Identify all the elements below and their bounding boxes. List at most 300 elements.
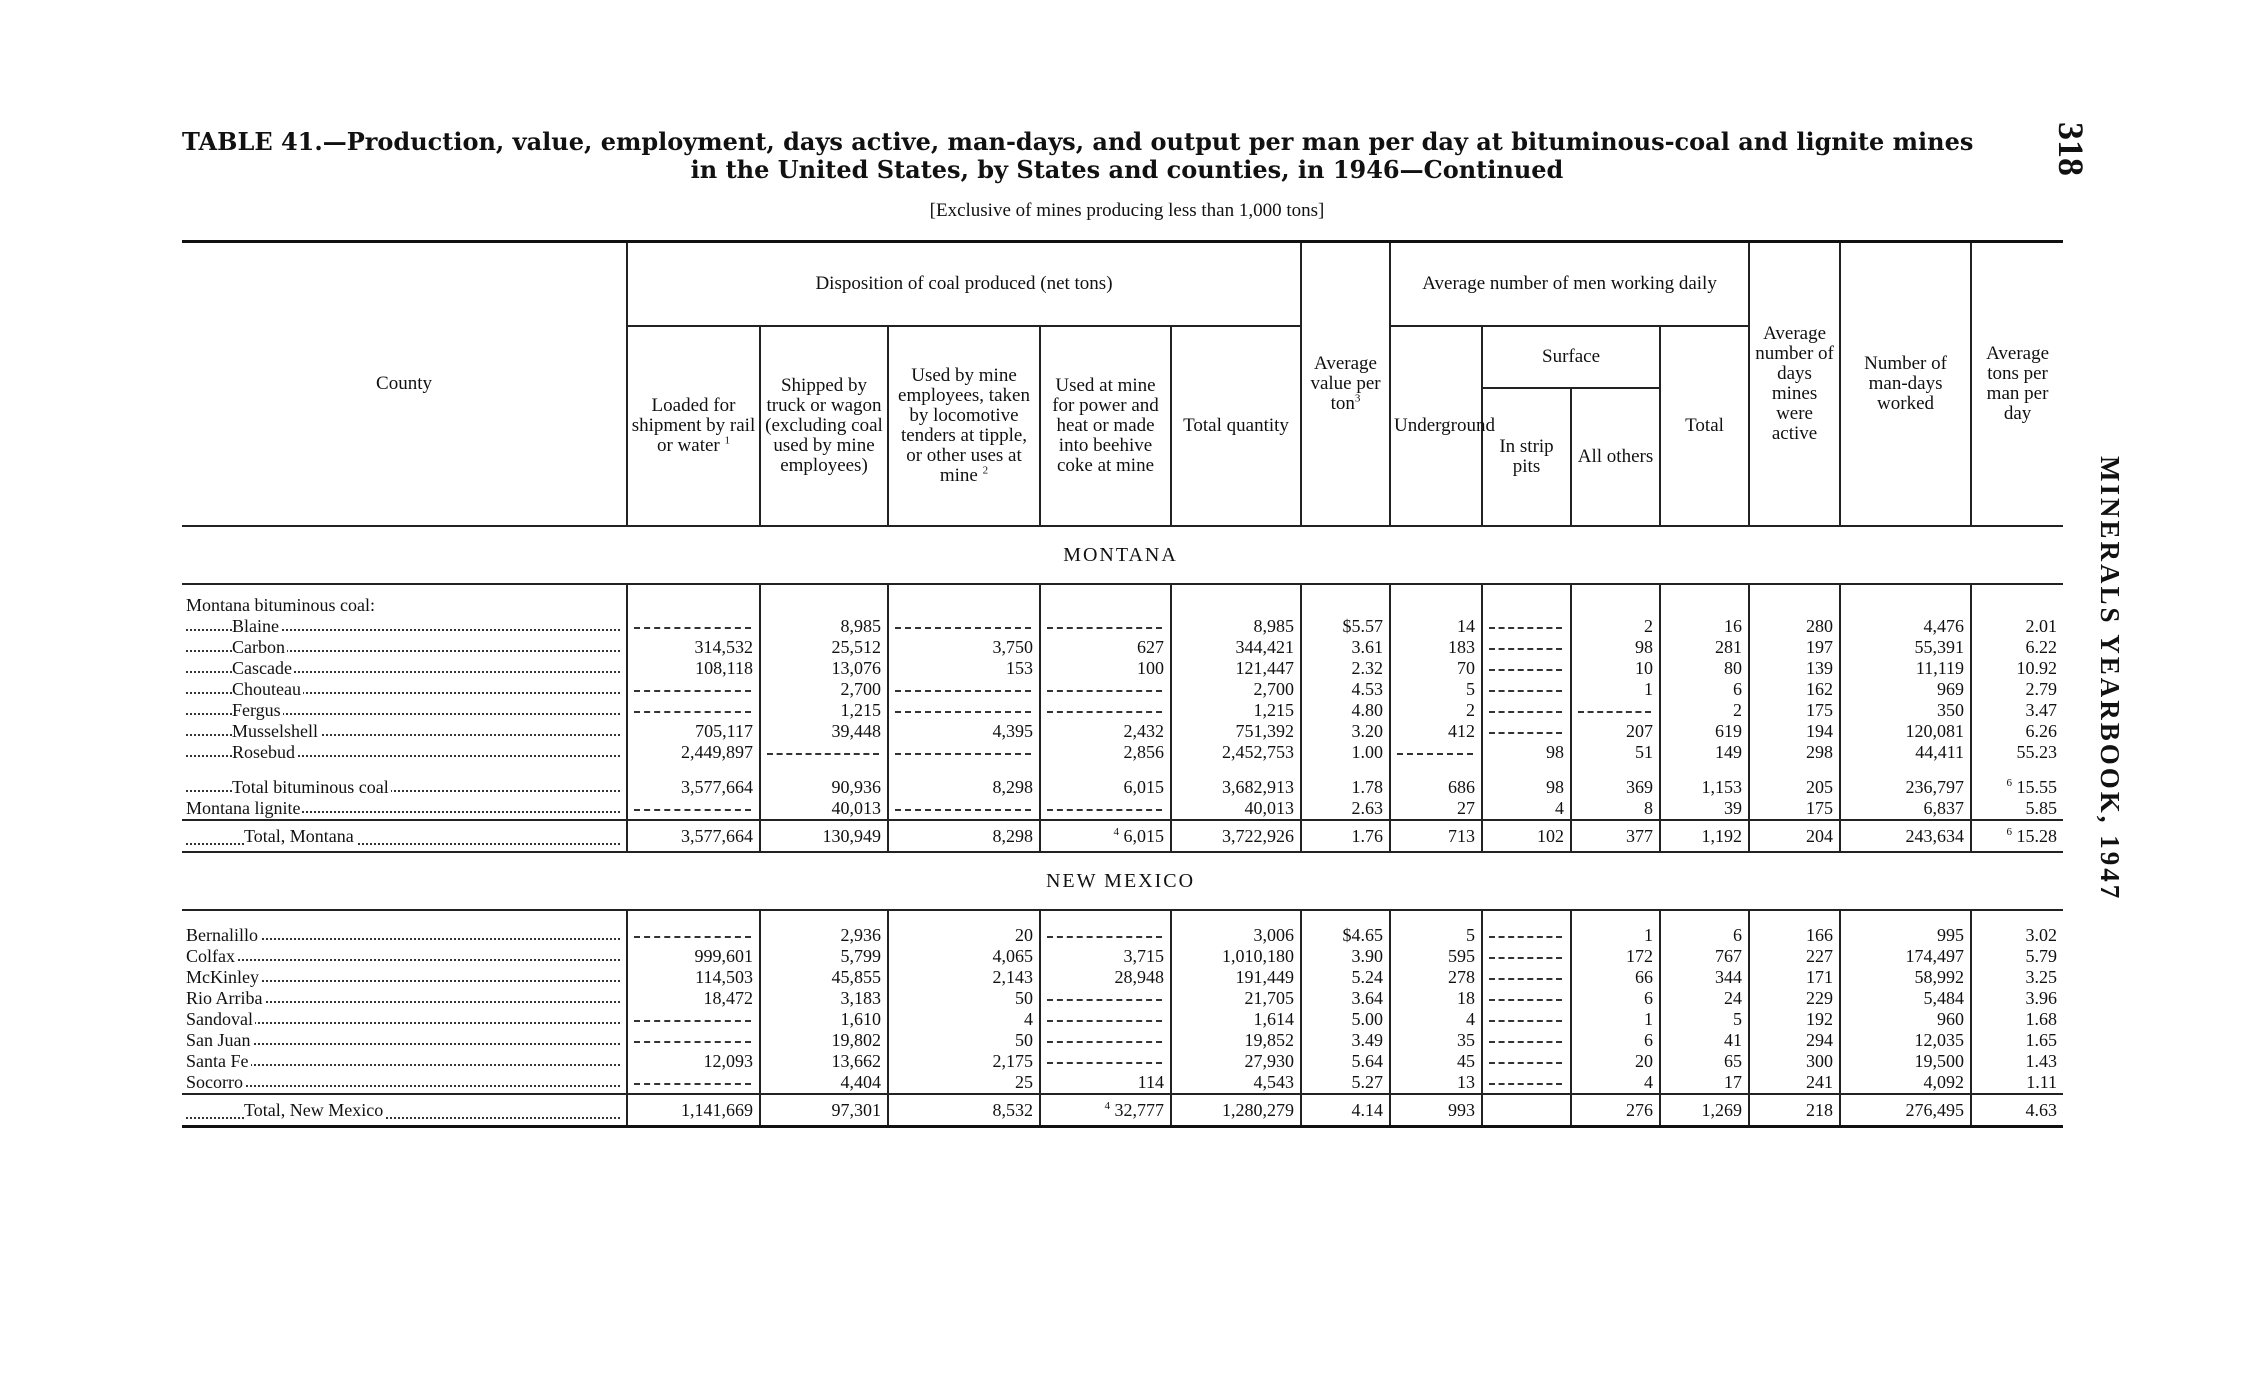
cell-used-power: $^4$ 6,015 (1040, 820, 1171, 852)
table-title (182, 128, 2072, 184)
cell-value: 4.53 (1301, 679, 1390, 700)
cell-loaded (627, 700, 760, 721)
cell-total-men: 1,153 (1660, 777, 1749, 798)
cell-man-days: 243,634 (1840, 820, 1971, 852)
cell-shipped: 13,662 (760, 1051, 888, 1072)
cell-used-power: 2,856 (1040, 742, 1171, 763)
cell-used-emp: 25 (888, 1072, 1040, 1094)
cell-others: 369 (1571, 777, 1660, 798)
cell-loaded (627, 616, 760, 637)
cell-loaded: 1,141,669 (627, 1094, 760, 1127)
header-total-men: Total (1660, 326, 1749, 526)
cell-strip (1482, 658, 1571, 679)
header-underground: Underground (1390, 326, 1482, 526)
header-total-quantity: Total quantity (1171, 326, 1301, 526)
cell-man-days: 19,500 (1840, 1051, 1971, 1072)
cell-total-qty: 1,280,279 (1171, 1094, 1301, 1127)
cell-total-men: 65 (1660, 1051, 1749, 1072)
cell-underground: 412 (1390, 721, 1482, 742)
cell-shipped: 45,855 (760, 967, 888, 988)
cell-strip (1482, 700, 1571, 721)
cell-used-emp (888, 679, 1040, 700)
cell-tons: 55.23 (1971, 742, 2063, 763)
cell-tons: 3.25 (1971, 967, 2063, 988)
cell-others: 1 (1571, 1009, 1660, 1030)
table-row (182, 988, 2063, 1009)
cell-man-days: 58,992 (1840, 967, 1971, 988)
cell-strip (1482, 925, 1571, 946)
cell-loaded (627, 679, 760, 700)
cell-days: 197 (1749, 637, 1840, 658)
cell-underground: 45 (1390, 1051, 1482, 1072)
cell-used-power (1040, 1051, 1171, 1072)
cell-total-men: 80 (1660, 658, 1749, 679)
cell-others: 377 (1571, 820, 1660, 852)
table-row (182, 700, 2063, 721)
cell-underground: 18 (1390, 988, 1482, 1009)
cell-shipped: 19,802 (760, 1030, 888, 1051)
cell-total-qty: 121,447 (1171, 658, 1301, 679)
cell-underground: 686 (1390, 777, 1482, 798)
table-row (182, 721, 2063, 742)
header-loaded: Loaded for shipment by rail or water $^1$ (627, 326, 760, 526)
cell-value: 5.27 (1301, 1072, 1390, 1094)
cell-used-power (1040, 679, 1171, 700)
cell-days: 300 (1749, 1051, 1840, 1072)
cell-total-qty: 191,449 (1171, 967, 1301, 988)
cell-strip (1482, 1009, 1571, 1030)
cell-others: 6 (1571, 988, 1660, 1009)
cell-value: 1.78 (1301, 777, 1390, 798)
cell-used-power: 6,015 (1040, 777, 1171, 798)
cell-days: 162 (1749, 679, 1840, 700)
header-man-days: Number of man-days worked (1840, 242, 1971, 527)
county-name: Total, New Mexico (182, 1094, 627, 1127)
cell-used-power (1040, 925, 1171, 946)
cell-days: 175 (1749, 798, 1840, 820)
cell-shipped: 39,448 (760, 721, 888, 742)
cell-used-emp: 4,395 (888, 721, 1040, 742)
table-header (182, 242, 2063, 527)
cell-total-qty: 1,614 (1171, 1009, 1301, 1030)
cell-man-days: 6,837 (1840, 798, 1971, 820)
cell-total-qty: 4,543 (1171, 1072, 1301, 1094)
cell-strip (1482, 988, 1571, 1009)
cell-value: 5.24 (1301, 967, 1390, 988)
cell-tons: 3.96 (1971, 988, 2063, 1009)
cell-value: 1.00 (1301, 742, 1390, 763)
cell-used-power: 3,715 (1040, 946, 1171, 967)
cell-underground: 5 (1390, 925, 1482, 946)
header-days-active: Average number of days mines were active (1749, 242, 1840, 527)
header-disposition: Disposition of coal produced (net tons) (627, 242, 1301, 327)
cell-used-power: 100 (1040, 658, 1171, 679)
cell-tons: 1.43 (1971, 1051, 2063, 1072)
cell-tons: 6.22 (1971, 637, 2063, 658)
cell-days: 298 (1749, 742, 1840, 763)
cell-total-qty: 3,722,926 (1171, 820, 1301, 852)
cell-others: 6 (1571, 1030, 1660, 1051)
cell-tons: 2.01 (1971, 616, 2063, 637)
cell-days: 175 (1749, 700, 1840, 721)
cell-shipped: 8,985 (760, 616, 888, 637)
cell-shipped: 3,183 (760, 988, 888, 1009)
county-name: Cascade (182, 658, 627, 679)
cell-shipped: 1,215 (760, 700, 888, 721)
table-row (182, 1009, 2063, 1030)
cell-others: 2 (1571, 616, 1660, 637)
cell-used-emp (888, 798, 1040, 820)
cell-loaded: 314,532 (627, 637, 760, 658)
cell-total-men: 2 (1660, 700, 1749, 721)
cell-value: 3.61 (1301, 637, 1390, 658)
cell-shipped: 90,936 (760, 777, 888, 798)
cell-tons: 1.11 (1971, 1072, 2063, 1094)
cell-shipped: 130,949 (760, 820, 888, 852)
cell-underground: 713 (1390, 820, 1482, 852)
cell-used-power (1040, 988, 1171, 1009)
cell-used-emp (888, 700, 1040, 721)
header-used-power: Used at mine for power and heat or made into beehive coke at mine (1040, 326, 1171, 526)
cell-total-qty: 21,705 (1171, 988, 1301, 1009)
header-county: County (182, 242, 627, 527)
county-name: Bernalillo (182, 925, 627, 946)
cell-underground: 2 (1390, 700, 1482, 721)
table-row (182, 616, 2063, 637)
table-row (182, 742, 2063, 763)
cell-value: 3.49 (1301, 1030, 1390, 1051)
cell-underground: 278 (1390, 967, 1482, 988)
cell-total-qty: 8,985 (1171, 616, 1301, 637)
cell-man-days: 4,092 (1840, 1072, 1971, 1094)
cell-used-emp: 8,298 (888, 820, 1040, 852)
group-label-row (182, 595, 2063, 616)
county-name: Musselshell (182, 721, 627, 742)
table-row (182, 679, 2063, 700)
cell-value: $5.57 (1301, 616, 1390, 637)
running-head: MINERALS YEARBOOK, 1947 (2095, 456, 2125, 902)
page-number: 318 (2051, 122, 2091, 176)
cell-others: 1 (1571, 925, 1660, 946)
header-tons-per-man: Average tons per man per day (1971, 242, 2063, 527)
section-new-mexico: NEW MEXICO (182, 852, 2063, 910)
cell-tons: 3.47 (1971, 700, 2063, 721)
cell-used-emp (888, 742, 1040, 763)
cell-value: 4.80 (1301, 700, 1390, 721)
cell-days: 241 (1749, 1072, 1840, 1094)
cell-tons: 10.92 (1971, 658, 2063, 679)
cell-shipped: 25,512 (760, 637, 888, 658)
header-surface: Surface (1482, 326, 1660, 388)
cell-man-days: 55,391 (1840, 637, 1971, 658)
header-men-working: Average number of men working daily (1390, 242, 1749, 327)
cell-total-men: 344 (1660, 967, 1749, 988)
cell-used-power (1040, 798, 1171, 820)
table-title-line-2: in the United States, by States and counties, in 1946—Continued (690, 155, 1564, 184)
table-title-line-1: TABLE 41.—Production, value, employment, days active, man-days, and output per man per day at bituminous-coal and lignite mines (182, 127, 1974, 156)
cell-total-men: 1,192 (1660, 820, 1749, 852)
cell-used-emp: 8,298 (888, 777, 1040, 798)
cell-shipped: 2,700 (760, 679, 888, 700)
header-shipped: Shipped by truck or wagon (excluding coal used by mine employees) (760, 326, 888, 526)
cell-strip (1482, 1072, 1571, 1094)
cell-days: 171 (1749, 967, 1840, 988)
county-name: Montana lignite (182, 798, 627, 820)
cell-man-days: 995 (1840, 925, 1971, 946)
cell-tons: 2.79 (1971, 679, 2063, 700)
cell-total-men: 39 (1660, 798, 1749, 820)
table-row (182, 925, 2063, 946)
cell-total-qty: 2,700 (1171, 679, 1301, 700)
cell-value: 5.64 (1301, 1051, 1390, 1072)
cell-strip (1482, 616, 1571, 637)
cell-strip: 4 (1482, 798, 1571, 820)
table-row (182, 637, 2063, 658)
cell-others: 276 (1571, 1094, 1660, 1127)
lignite-row (182, 798, 2063, 820)
cell-total-qty: 1,215 (1171, 700, 1301, 721)
total-bituminous-row (182, 777, 2063, 798)
cell-underground: 13 (1390, 1072, 1482, 1094)
cell-tons: 5.85 (1971, 798, 2063, 820)
cell-others: 51 (1571, 742, 1660, 763)
cell-shipped: 5,799 (760, 946, 888, 967)
cell-tons: 3.02 (1971, 925, 2063, 946)
cell-others: 98 (1571, 637, 1660, 658)
cell-value: 3.20 (1301, 721, 1390, 742)
cell-man-days: 44,411 (1840, 742, 1971, 763)
cell-tons: 1.68 (1971, 1009, 2063, 1030)
table-subtitle: [Exclusive of mines producing less than 1,000 tons] (929, 200, 1325, 221)
cell-total-men: 41 (1660, 1030, 1749, 1051)
cell-value: $4.65 (1301, 925, 1390, 946)
cell-used-emp: 153 (888, 658, 1040, 679)
cell-total-qty: 3,006 (1171, 925, 1301, 946)
cell-used-emp: 50 (888, 988, 1040, 1009)
cell-total-qty: 19,852 (1171, 1030, 1301, 1051)
cell-others: 4 (1571, 1072, 1660, 1094)
cell-loaded: 705,117 (627, 721, 760, 742)
cell-total-men: 1,269 (1660, 1094, 1749, 1127)
cell-used-emp: 20 (888, 925, 1040, 946)
cell-strip (1482, 967, 1571, 988)
cell-loaded: 999,601 (627, 946, 760, 967)
cell-man-days: 5,484 (1840, 988, 1971, 1009)
cell-value: 2.32 (1301, 658, 1390, 679)
cell-used-power (1040, 616, 1171, 637)
cell-days: 194 (1749, 721, 1840, 742)
county-name: Carbon (182, 637, 627, 658)
cell-loaded: 114,503 (627, 967, 760, 988)
header-strip-pits: In strip pits (1482, 388, 1571, 526)
total-row (182, 820, 2063, 852)
cell-man-days: 276,495 (1840, 1094, 1971, 1127)
cell-used-power: 627 (1040, 637, 1171, 658)
total-row (182, 1094, 2063, 1127)
cell-total-men: 17 (1660, 1072, 1749, 1094)
cell-total-men: 24 (1660, 988, 1749, 1009)
county-name: Total, Montana (182, 820, 627, 852)
cell-underground: 5 (1390, 679, 1482, 700)
cell-loaded (627, 1009, 760, 1030)
cell-days: 280 (1749, 616, 1840, 637)
cell-total-qty: 40,013 (1171, 798, 1301, 820)
cell-total-qty: 1,010,180 (1171, 946, 1301, 967)
cell-total-qty: 751,392 (1171, 721, 1301, 742)
cell-total-men: 5 (1660, 1009, 1749, 1030)
cell-used-power (1040, 1030, 1171, 1051)
cell-total-men: 6 (1660, 679, 1749, 700)
cell-loaded: 18,472 (627, 988, 760, 1009)
cell-man-days: 350 (1840, 700, 1971, 721)
cell-total-men: 149 (1660, 742, 1749, 763)
cell-days: 218 (1749, 1094, 1840, 1127)
cell-used-emp: 2,175 (888, 1051, 1040, 1072)
cell-days: 192 (1749, 1009, 1840, 1030)
cell-used-emp: 3,750 (888, 637, 1040, 658)
cell-total-qty: 3,682,913 (1171, 777, 1301, 798)
cell-days: 166 (1749, 925, 1840, 946)
cell-used-power: $^4$ 32,777 (1040, 1094, 1171, 1127)
cell-days: 294 (1749, 1030, 1840, 1051)
cell-used-power (1040, 700, 1171, 721)
cell-others: 172 (1571, 946, 1660, 967)
cell-loaded (627, 798, 760, 820)
county-name: Colfax (182, 946, 627, 967)
county-name: Rio Arriba (182, 988, 627, 1009)
cell-loaded: 108,118 (627, 658, 760, 679)
table-row (182, 658, 2063, 679)
cell-tons: 6.26 (1971, 721, 2063, 742)
cell-value: 4.14 (1301, 1094, 1390, 1127)
cell-used-power: 2,432 (1040, 721, 1171, 742)
cell-used-emp: 4 (888, 1009, 1040, 1030)
cell-others: 66 (1571, 967, 1660, 988)
cell-total-men: 619 (1660, 721, 1749, 742)
cell-used-emp: 8,532 (888, 1094, 1040, 1127)
county-name: Fergus (182, 700, 627, 721)
montana-group-label: Montana bituminous coal: (186, 595, 375, 615)
cell-strip: 102 (1482, 820, 1571, 852)
cell-shipped: 40,013 (760, 798, 888, 820)
cell-underground: 70 (1390, 658, 1482, 679)
table-row (182, 1030, 2063, 1051)
cell-loaded: 12,093 (627, 1051, 760, 1072)
cell-others: 1 (1571, 679, 1660, 700)
county-name: Socorro (182, 1072, 627, 1094)
cell-total-men: 6 (1660, 925, 1749, 946)
cell-loaded (627, 1030, 760, 1051)
table-body (182, 526, 2063, 1127)
county-name: Blaine (182, 616, 627, 637)
cell-value: 1.76 (1301, 820, 1390, 852)
header-used-employees: Used by mine employees, taken by locomotive tenders at tipple, or other uses at mine $^2$ (888, 326, 1040, 526)
cell-man-days: 120,081 (1840, 721, 1971, 742)
cell-underground: 4 (1390, 1009, 1482, 1030)
cell-man-days: 12,035 (1840, 1030, 1971, 1051)
cell-days: 139 (1749, 658, 1840, 679)
county-name: Total bituminous coal (182, 777, 627, 798)
cell-others: 10 (1571, 658, 1660, 679)
cell-shipped: 13,076 (760, 658, 888, 679)
cell-shipped: 97,301 (760, 1094, 888, 1127)
cell-tons: $^6$ 15.28 (1971, 820, 2063, 852)
cell-loaded: 3,577,664 (627, 820, 760, 852)
cell-value: 3.90 (1301, 946, 1390, 967)
county-name: Chouteau (182, 679, 627, 700)
cell-strip (1482, 637, 1571, 658)
table-row (182, 1072, 2063, 1094)
cell-loaded (627, 1072, 760, 1094)
table-row (182, 946, 2063, 967)
cell-strip (1482, 1094, 1571, 1127)
cell-loaded: 2,449,897 (627, 742, 760, 763)
cell-man-days: 4,476 (1840, 616, 1971, 637)
cell-man-days: 11,119 (1840, 658, 1971, 679)
cell-days: 227 (1749, 946, 1840, 967)
cell-loaded: 3,577,664 (627, 777, 760, 798)
cell-value: 5.00 (1301, 1009, 1390, 1030)
section-montana: MONTANA (182, 526, 2063, 584)
county-name: McKinley (182, 967, 627, 988)
table-row (182, 967, 2063, 988)
cell-value: 3.64 (1301, 988, 1390, 1009)
cell-days: 204 (1749, 820, 1840, 852)
cell-strip (1482, 679, 1571, 700)
cell-strip: 98 (1482, 777, 1571, 798)
cell-total-men: 16 (1660, 616, 1749, 637)
cell-total-qty: 2,452,753 (1171, 742, 1301, 763)
cell-man-days: 969 (1840, 679, 1971, 700)
cell-days: 229 (1749, 988, 1840, 1009)
cell-tons: 5.79 (1971, 946, 2063, 967)
cell-used-emp (888, 616, 1040, 637)
cell-total-men: 767 (1660, 946, 1749, 967)
cell-tons: 1.65 (1971, 1030, 2063, 1051)
cell-underground: 14 (1390, 616, 1482, 637)
cell-total-men: 281 (1660, 637, 1749, 658)
county-name: Rosebud (182, 742, 627, 763)
cell-strip (1482, 721, 1571, 742)
cell-man-days: 236,797 (1840, 777, 1971, 798)
cell-used-emp: 50 (888, 1030, 1040, 1051)
cell-underground: 183 (1390, 637, 1482, 658)
cell-underground (1390, 742, 1482, 763)
cell-used-power: 28,948 (1040, 967, 1171, 988)
cell-man-days: 960 (1840, 1009, 1971, 1030)
cell-tons: 4.63 (1971, 1094, 2063, 1127)
cell-others (1571, 700, 1660, 721)
cell-underground: 35 (1390, 1030, 1482, 1051)
header-average-value: Average value per ton$^3$ (1301, 242, 1390, 527)
cell-used-power: 114 (1040, 1072, 1171, 1094)
county-name: Santa Fe (182, 1051, 627, 1072)
cell-tons: $^6$ 15.55 (1971, 777, 2063, 798)
cell-underground: 993 (1390, 1094, 1482, 1127)
cell-value: 2.63 (1301, 798, 1390, 820)
cell-others: 20 (1571, 1051, 1660, 1072)
cell-days: 205 (1749, 777, 1840, 798)
cell-man-days: 174,497 (1840, 946, 1971, 967)
table-row (182, 1051, 2063, 1072)
cell-shipped (760, 742, 888, 763)
cell-used-emp: 2,143 (888, 967, 1040, 988)
cell-others: 8 (1571, 798, 1660, 820)
cell-strip (1482, 1051, 1571, 1072)
cell-shipped: 4,404 (760, 1072, 888, 1094)
county-name: Sandoval (182, 1009, 627, 1030)
cell-used-power (1040, 1009, 1171, 1030)
